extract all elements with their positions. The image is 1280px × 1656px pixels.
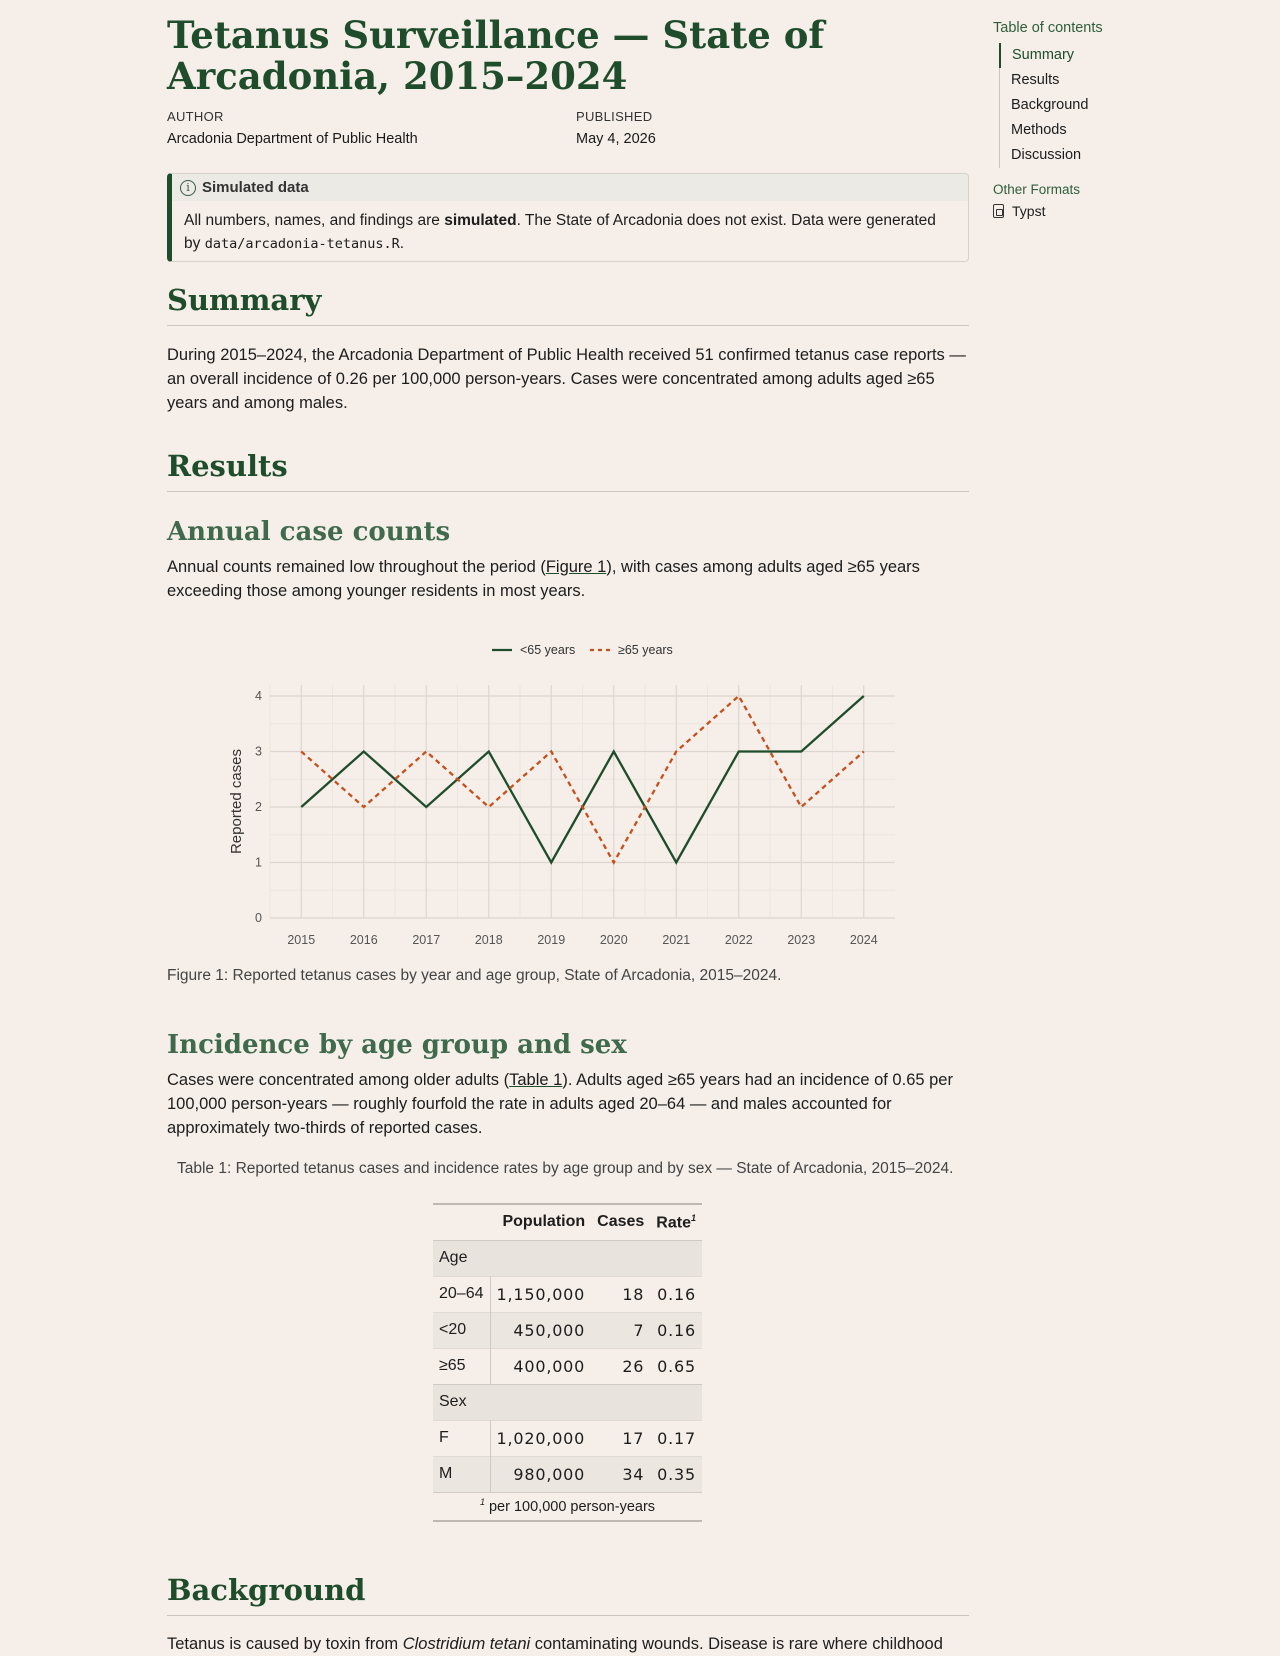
toc-item-results[interactable]: Results — [1011, 72, 1060, 88]
incidence-text-1: Cases were concentrated among older adults ( — [167, 1071, 510, 1089]
group-label-sex: Sex — [433, 1384, 702, 1420]
callout-text-bold: simulated — [444, 212, 517, 229]
row-label: M — [433, 1456, 490, 1492]
toc-item-methods[interactable]: Methods — [1011, 122, 1067, 138]
page-title: Tetanus Surveillance — State of Arcadonia, 2015–2024 — [167, 13, 825, 98]
y-axis-label: Reported cases — [228, 748, 245, 855]
row-label: <20 — [433, 1312, 490, 1348]
callout-title: Simulated data — [202, 179, 309, 196]
table-group-row — [433, 1384, 702, 1420]
table-header-rate — [650, 1204, 702, 1240]
population-cell: 450,000 — [490, 1312, 591, 1348]
rate-cell: 0.16 — [650, 1312, 702, 1348]
x-tick-label: 2015 — [287, 933, 316, 947]
published-label: PUBLISHED — [576, 109, 653, 124]
results-heading: Results — [167, 449, 969, 492]
figure-1-link[interactable]: Figure 1 — [545, 558, 607, 576]
x-tick-label: 2020 — [599, 933, 628, 947]
format-link-typst[interactable] — [993, 203, 1253, 219]
x-tick-label: 2022 — [724, 933, 753, 947]
toc-list — [999, 43, 1253, 168]
footnote-text: per 100,000 person-years — [488, 1499, 656, 1516]
row-label: ≥65 — [433, 1348, 490, 1384]
background-text-2: contaminating wounds. Disease is rare where childhood — [530, 1635, 943, 1653]
y-tick-label: 3 — [255, 744, 262, 759]
row-label: F — [433, 1420, 490, 1456]
author-value: Arcadonia Department of Public Health — [167, 131, 418, 147]
cases-cell: 7 — [591, 1312, 650, 1348]
rate-footnote-mark: 1 — [690, 1212, 696, 1223]
x-tick-label: 2017 — [412, 933, 441, 947]
table-footnote-row — [433, 1492, 702, 1521]
annual-text — [167, 555, 969, 603]
population-cell: 980,000 — [490, 1456, 591, 1492]
table-header-cases: Cases — [597, 1213, 645, 1231]
summary-text: During 2015–2024, the Arcadonia Department of Public Health received 51 confirmed tetanus case reports — an overall incidence of 0.26 per 100,000 person-years. Cases were concentrated among adults aged ≥65 years and among males. — [167, 346, 966, 412]
annual-text-2: ), with cases among adults aged ≥65 years exceeding those among younger residents in most years. — [167, 558, 920, 600]
toc-item-discussion[interactable]: Discussion — [1011, 147, 1082, 163]
population-cell: 1,020,000 — [490, 1420, 591, 1456]
cases-cell: 34 — [591, 1456, 650, 1492]
summary-heading: Summary — [167, 283, 969, 326]
legend-label: <65 years — [520, 643, 576, 657]
x-tick-label: 2018 — [474, 933, 503, 947]
author-block — [167, 109, 418, 147]
incidence-text-2: ). Adults aged ≥65 years had an incidence of 0.65 per 100,000 person-years — roughly fourfold the rate in adults aged 20–64 — and males accounted for approximately two-thirds of reported cases. — [167, 1071, 953, 1137]
x-tick-label: 2021 — [662, 933, 691, 947]
table-header-population: Population — [502, 1213, 586, 1231]
rate-header-label: Rate — [656, 1213, 691, 1231]
incidence-text — [167, 1068, 969, 1140]
legend-label: ≥65 years — [618, 643, 673, 657]
table-row — [433, 1456, 702, 1492]
footnote-mark: 1 — [479, 1497, 485, 1508]
callout-text-1: All numbers, names, and findings are — [184, 212, 445, 229]
y-tick-label: 0 — [255, 911, 262, 925]
table-row — [433, 1276, 702, 1312]
annual-heading: Annual case counts — [167, 517, 451, 547]
other-formats-title: Other Formats — [993, 182, 1081, 197]
x-tick-label: 2016 — [349, 933, 378, 947]
background-text-italic: Clostridium tetani — [402, 1635, 531, 1653]
callout-header — [172, 174, 968, 201]
incidence-table — [433, 1203, 702, 1522]
file-pdf-icon — [993, 204, 1004, 218]
table-caption: Table 1: Reported tetanus cases and incidence rates by age group and by sex — State of Arcadonia, 2015–2024. — [177, 1160, 954, 1177]
cases-cell: 18 — [591, 1276, 650, 1312]
background-text — [167, 1632, 969, 1656]
published-value: May 4, 2026 — [576, 131, 656, 147]
callout-text-2: . The State of Arcadonia does not exist. Data were generated by — [184, 212, 936, 252]
table-row — [433, 1348, 702, 1384]
rate-cell: 0.65 — [650, 1348, 702, 1384]
y-tick-label: 2 — [255, 800, 262, 814]
table-header-stub — [433, 1204, 490, 1240]
simulated-data-callout — [167, 173, 969, 262]
table-row — [433, 1420, 702, 1456]
callout-body — [172, 201, 968, 256]
toc-item-background[interactable]: Background — [1011, 97, 1089, 113]
background-heading: Background — [167, 1573, 969, 1616]
x-tick-label: 2019 — [537, 933, 566, 947]
author-label: AUTHOR — [167, 109, 224, 124]
info-icon: i — [180, 180, 196, 196]
table-footnote — [433, 1492, 702, 1521]
table-group-row — [433, 1240, 702, 1276]
annual-text-1: Annual counts remained low throughout the period ( — [167, 558, 546, 576]
toc-title: Table of contents — [993, 20, 1103, 36]
callout-text-3: . — [399, 235, 405, 252]
y-tick-label: 1 — [255, 855, 262, 870]
table-row — [433, 1312, 702, 1348]
toc-item-summary[interactable]: Summary — [999, 43, 1253, 68]
rate-cell: 0.17 — [650, 1420, 702, 1456]
x-tick-label: 2024 — [849, 933, 878, 947]
population-cell: 400,000 — [490, 1348, 591, 1384]
background-text-1: Tetanus is caused by toxin from — [167, 1635, 403, 1653]
group-label-age: Age — [433, 1240, 702, 1276]
figure-caption: Figure 1: Reported tetanus cases by year and age group, State of Arcadonia, 2015–2024. — [167, 967, 782, 984]
format-label: Typst — [1012, 203, 1046, 219]
published-block — [576, 109, 656, 147]
callout-code: data/arcadonia-tetanus.R — [204, 236, 400, 252]
rate-cell: 0.35 — [650, 1456, 702, 1492]
table-1-link[interactable]: Table 1 — [509, 1071, 563, 1089]
incidence-heading: Incidence by age group and sex — [167, 1030, 627, 1060]
population-cell: 1,150,000 — [490, 1276, 591, 1312]
y-tick-label: 4 — [255, 689, 262, 703]
table-of-contents — [993, 20, 1253, 219]
cases-cell: 26 — [591, 1348, 650, 1384]
table-header-row — [433, 1204, 702, 1240]
x-tick-label: 2023 — [787, 933, 816, 947]
cases-cell: 17 — [591, 1420, 650, 1456]
annual-cases-chart — [227, 630, 1087, 960]
row-label: 20–64 — [433, 1276, 490, 1312]
rate-cell: 0.16 — [650, 1276, 702, 1312]
